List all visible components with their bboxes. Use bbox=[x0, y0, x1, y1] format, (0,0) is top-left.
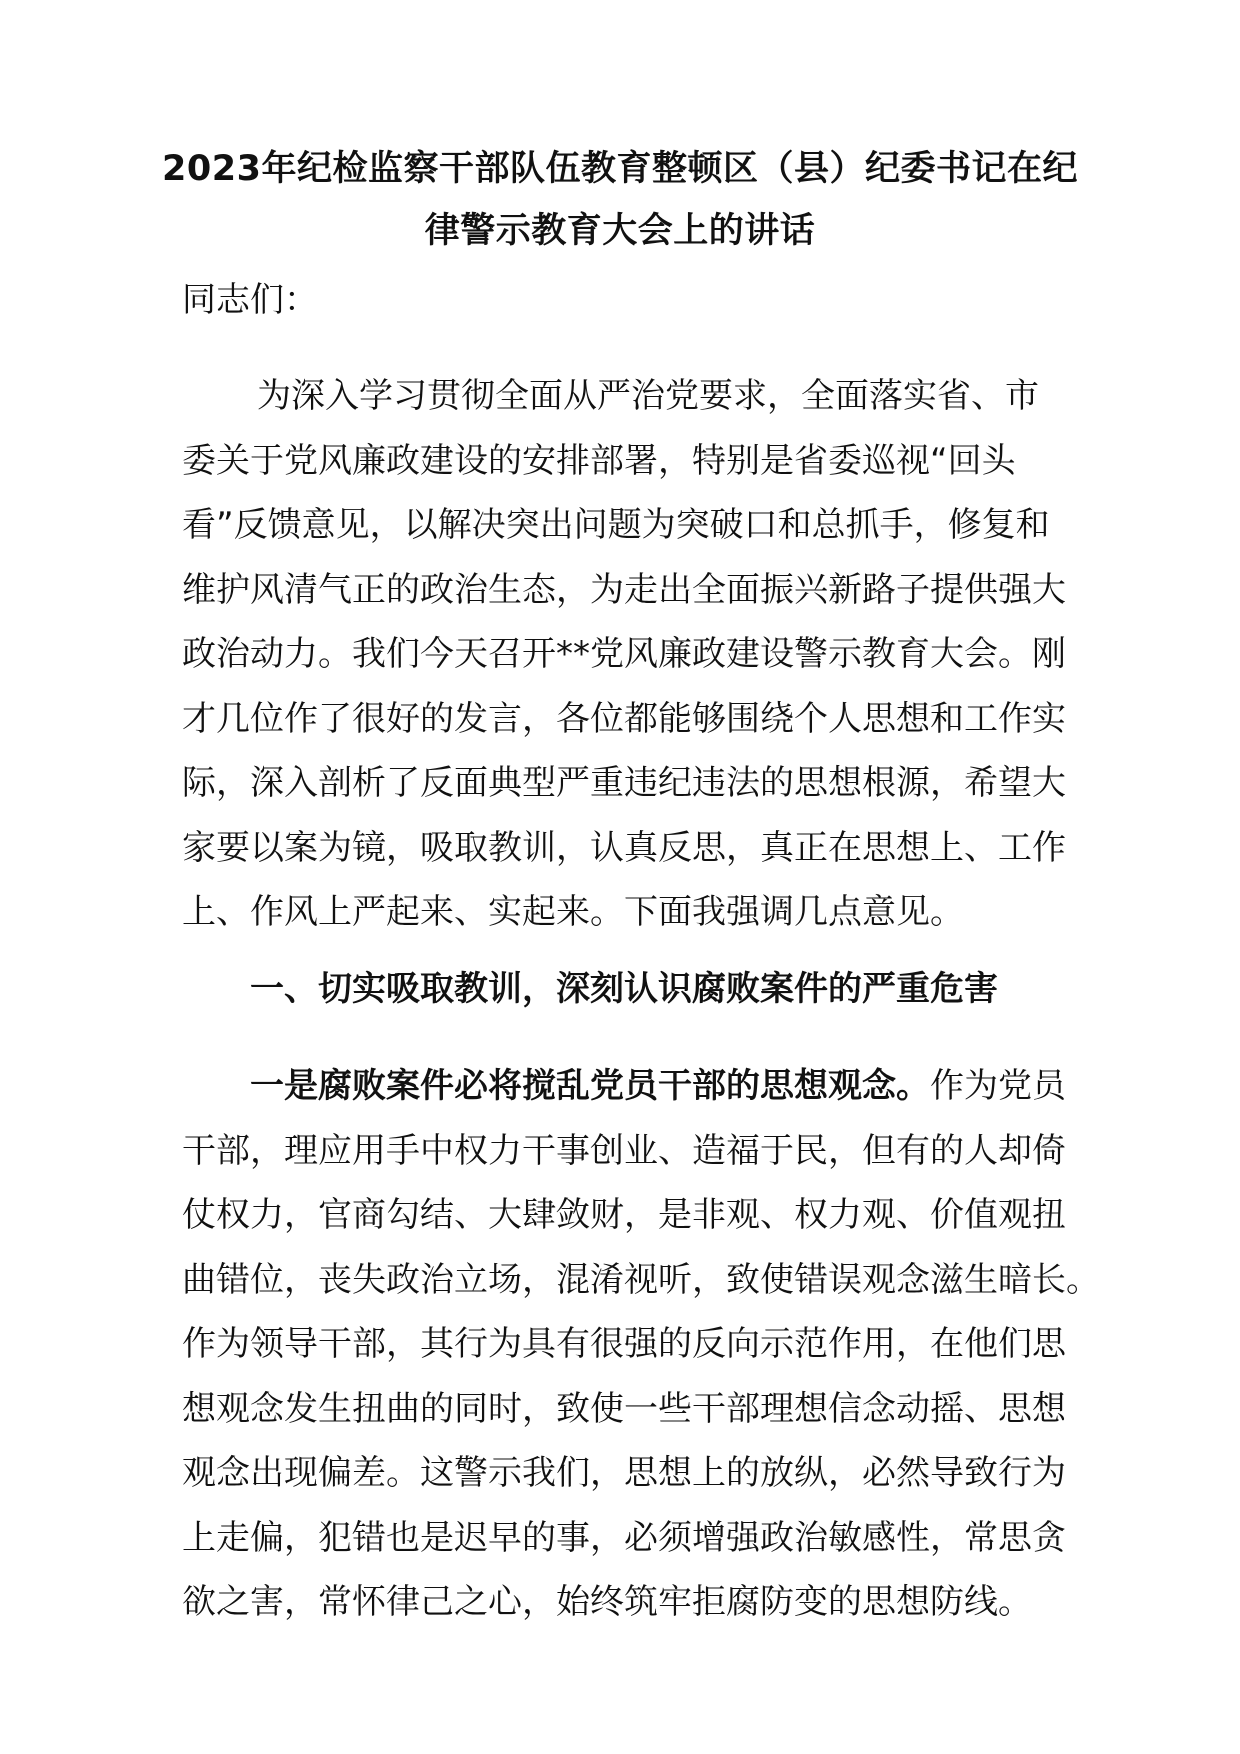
paragraph-line: 看”反馈意见，以解决突出问题为突破口和总抓手，修复和 bbox=[182, 505, 1050, 545]
title-line-2: 律警示教育大会上的讲话 bbox=[424, 211, 816, 251]
paragraph-line: 观念出现偏差。这警示我们，思想上的放纵，必然导致行为 bbox=[182, 1453, 1066, 1493]
paragraph-line: 干部，理应用手中权力干事创业、造福于民，但有的人却倚 bbox=[182, 1130, 1066, 1171]
section-heading: 一、切实吸取教训，深刻认识腐败案件的严重危害 bbox=[250, 969, 998, 1009]
paragraph-line: 曲错位，丧失政治立场，混淆视听，致使错误观念滋生暗长。 bbox=[182, 1259, 1100, 1300]
paragraph-line: 上走偏，犯错也是迟早的事，必须增强政治敏感性，常思贪 bbox=[182, 1517, 1066, 1558]
paragraph-line: 维护风清气正的政治生态，为走出全面振兴新路子提供强大 bbox=[182, 569, 1066, 610]
paragraph-line: 想观念发生扭曲的同时，致使一些干部理想信念动摇、思想 bbox=[182, 1388, 1066, 1429]
paragraph-line: 上、作风上严起来、实起来。下面我强调几点意见。 bbox=[182, 892, 964, 932]
paragraph-line: 才几位作了很好的发言，各位都能够围绕个人思想和工作实 bbox=[182, 698, 1066, 739]
paragraph-line: 仗权力，官商勾结、大肆敛财，是非观、权力观、价值观扭 bbox=[182, 1195, 1066, 1235]
title-line-1: 2023年纪检监察干部队伍教育整顿区（县）纪委书记在纪 bbox=[162, 149, 1078, 189]
document-title bbox=[150, 138, 1090, 262]
paragraph-line: 委关于党风廉政建设的安排部署，特别是省委巡视“回头 bbox=[182, 440, 1016, 481]
salutation: 同志们： bbox=[182, 280, 318, 320]
paragraph-line: 家要以案为镜，吸取教训，认真反思，真正在思想上、工作 bbox=[182, 827, 1066, 868]
paragraph-line: 作为领导干部，其行为具有很强的反向示范作用，在他们思 bbox=[182, 1324, 1066, 1364]
first-line-rest: 作为党员 bbox=[930, 1066, 1066, 1106]
paragraph-first-line bbox=[182, 1054, 1066, 1119]
paragraph-line: 欲之害，常怀律己之心，始终筑牢拒腐防变的思想防线。 bbox=[182, 1582, 1032, 1622]
paragraph-line: 政治动力。我们今天召开**党风廉政建设警示教育大会。刚 bbox=[182, 634, 1066, 674]
paragraph-line: 为深入学习贯彻全面从严治党要求，全面落实省、市 bbox=[257, 376, 1039, 416]
paragraph-line: 际，深入剖析了反面典型严重违纪违法的思想根源，希望大 bbox=[182, 763, 1066, 803]
paragraph-section-1-point-1 bbox=[182, 1054, 1100, 1635]
paragraph-intro bbox=[182, 364, 1066, 945]
point-lead-sentence: 一是腐败案件必将搅乱党员干部的思想观念。 bbox=[250, 1066, 930, 1106]
